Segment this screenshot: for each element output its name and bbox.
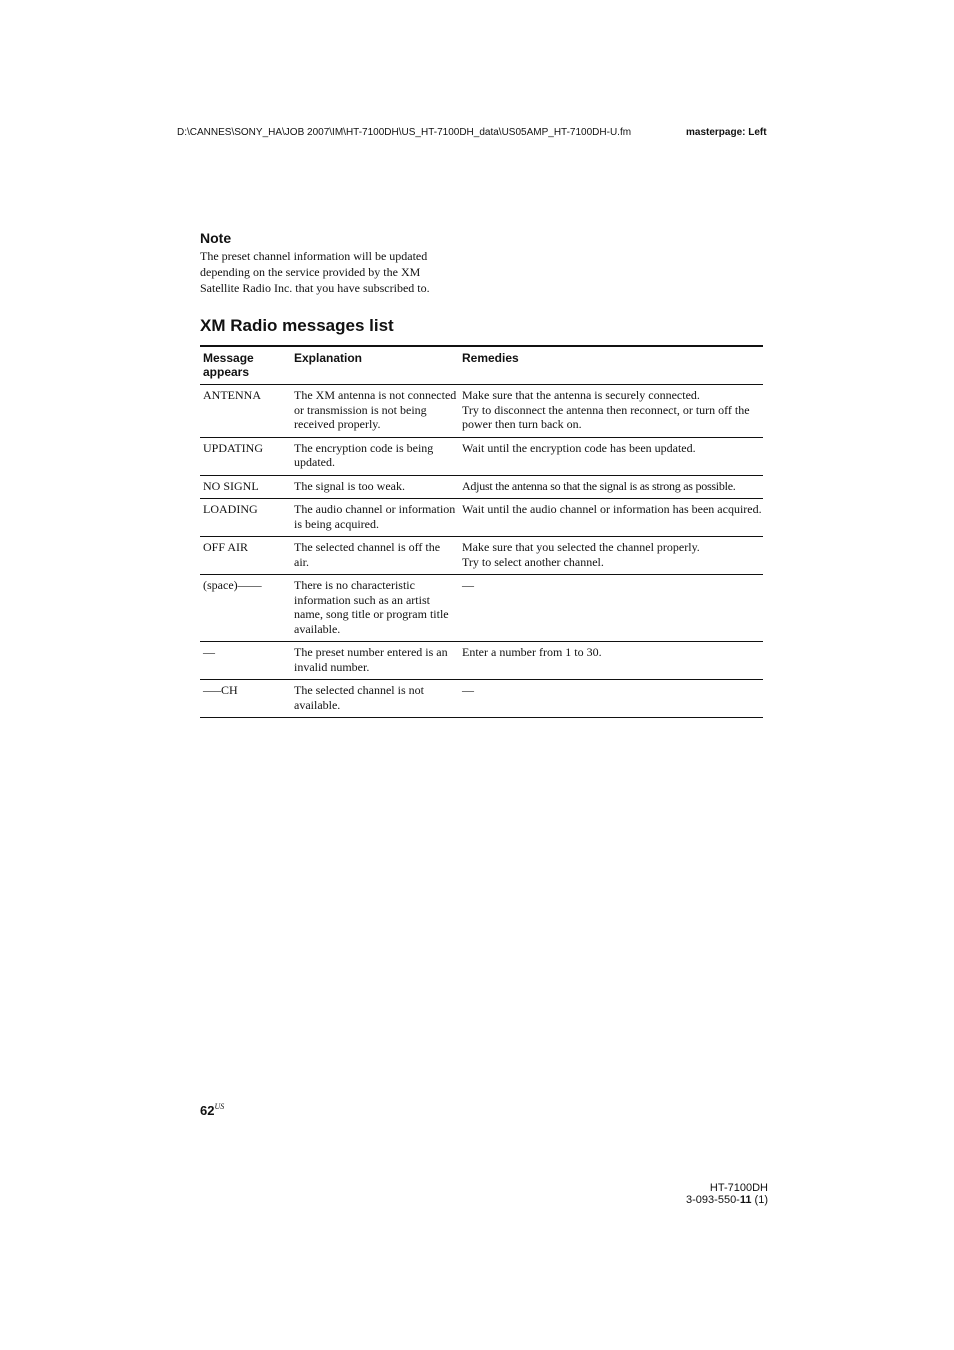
remedy-line: Make sure that you selected the channel properly. (462, 540, 700, 554)
file-path-header: D:\CANNES\SONY_HA\JOB 2007\IM\HT-7100DH\US_HT-7100DH_data\US05AMP_HT-7100DH-U.fm (177, 127, 632, 138)
note-body: The preset channel information will be updated depending on the service provided by the XM Satellite Radio Inc. that you have subscribed to. (200, 249, 430, 295)
remedy-line: Adjust the antenna so that the signal is as strong as possible. (462, 478, 736, 493)
explanation-cell: The audio channel or information is being acquired. (291, 499, 459, 537)
footer-model: HT-7100DH (709, 1182, 768, 1194)
page-number-suffix: US (214, 1102, 225, 1111)
message-cell: NO SIGNL (200, 475, 291, 499)
footer-code (640, 1194, 768, 1206)
remedy-line: Make sure that the antenna is securely connected. (462, 388, 700, 402)
note-title: Note (200, 230, 232, 246)
messages-table (200, 345, 763, 718)
table-row (200, 475, 763, 499)
message-cell: UPDATING (200, 437, 291, 475)
explanation-cell: There is no characteristic information such as an artist name, song title or program title available. (291, 575, 459, 642)
page-number-value: 62 (200, 1103, 215, 1118)
footer-code-suffix: (1) (751, 1194, 768, 1206)
explanation-cell: The signal is too weak. (291, 475, 459, 499)
remedies-cell (459, 537, 763, 575)
header-remedies: Remedies (459, 346, 763, 385)
remedies-cell (459, 385, 763, 438)
header-explanation: Explanation (291, 346, 459, 385)
remedy-line: — (462, 683, 474, 697)
message-cell: OFF AIR (200, 537, 291, 575)
explanation-cell: The XM antenna is not connected or transmission is not being received properly. (291, 385, 459, 438)
table-row (200, 385, 763, 438)
explanation-cell: The preset number entered is an invalid number. (291, 642, 459, 680)
explanation-cell: The selected channel is not available. (291, 680, 459, 718)
table-row (200, 642, 763, 680)
remedies-cell (459, 575, 763, 642)
remedies-cell (459, 642, 763, 680)
remedy-line: Enter a number from 1 to 30. (462, 645, 602, 659)
header-message: Message appears (200, 346, 291, 385)
remedy-line: Wait until the encryption code has been updated. (462, 440, 696, 455)
explanation-cell: The encryption code is being updated. (291, 437, 459, 475)
remedies-cell (459, 475, 763, 499)
remedy-line: — (462, 578, 474, 592)
explanation-cell: The selected channel is off the air. (291, 537, 459, 575)
section-title: XM Radio messages list (200, 316, 394, 335)
table-row (200, 537, 763, 575)
table-header-row (200, 346, 763, 385)
table-row (200, 437, 763, 475)
message-cell: (space)–––– (200, 575, 291, 642)
message-cell: –– (200, 642, 291, 680)
remedy-line: Wait until the audio channel or information has been acquired. (462, 502, 762, 516)
remedies-cell (459, 437, 763, 475)
remedy-line: Try to disconnect the antenna then reconnect, or turn off the power then turn back on. (462, 402, 750, 431)
remedy-line: Try to select another channel. (462, 554, 604, 569)
message-cell: ANTENNA (200, 385, 291, 438)
table-row (200, 499, 763, 537)
message-cell: –––CH (200, 680, 291, 718)
footer-code-bold: 11 (739, 1194, 752, 1206)
remedies-cell (459, 499, 763, 537)
message-cell: LOADING (200, 499, 291, 537)
remedies-cell (459, 680, 763, 718)
footer-code-prefix: 3-093-550- (686, 1194, 740, 1206)
masterpage-label: masterpage: Left (686, 127, 767, 138)
page-number (200, 1103, 224, 1118)
table-row (200, 680, 763, 718)
table-row (200, 575, 763, 642)
footer (640, 1182, 768, 1206)
